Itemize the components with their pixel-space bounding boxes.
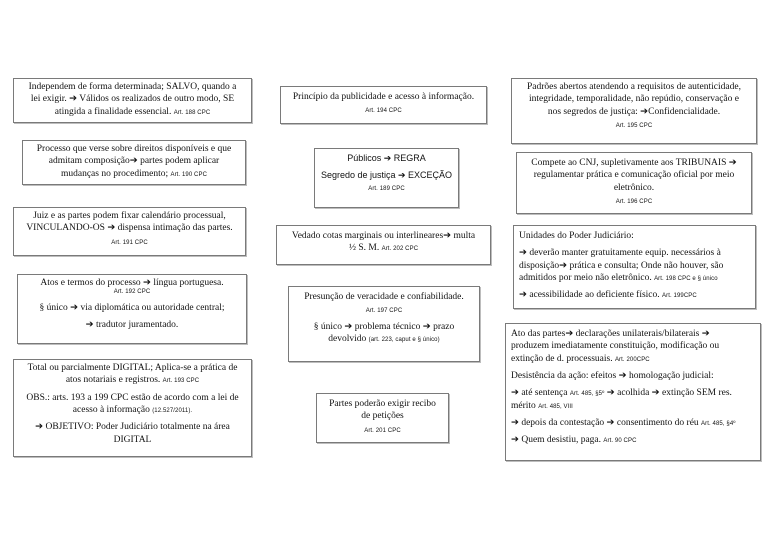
- note-box-art-197: [288, 286, 480, 362]
- note-text: de petições: [361, 411, 404, 422]
- article-reference: Art. 197 CPC: [365, 308, 403, 315]
- note-text: extinção de d. processuais. Art. 200CPC: [511, 353, 650, 364]
- note-box-art-202: [276, 225, 491, 265]
- note-text: admitidos por meio não eletrônico. Art. 198 CPC e § único: [519, 273, 718, 284]
- note-box-art-195: [511, 78, 757, 144]
- article-reference: Art. 200CPC: [614, 356, 650, 363]
- note-box-art-196: [516, 152, 752, 214]
- article-reference: Art. 188 CPC: [173, 109, 211, 116]
- note-text: Segredo de justiça ➔ EXCEÇÃO: [320, 169, 453, 180]
- note-text: admitam composição➔ partes podem aplicar: [48, 156, 220, 167]
- note-text: mérito Art. 485, VIII: [511, 400, 573, 411]
- note-text: Desistência da ação: efeitos ➔ homologação judicial:: [511, 371, 714, 382]
- note-text: Compete ao CNJ, supletivamente aos TRIBUNAIS ➔: [531, 158, 737, 168]
- note-box-art-193: [13, 359, 252, 457]
- note-text: nos segredos de justiça: ➔Confidencialidade.: [547, 106, 721, 117]
- note-text: Padrões abertos atendendo a requisitos de autenticidade,: [527, 82, 741, 92]
- article-reference: Art. 202 CPC: [381, 246, 419, 253]
- note-text: lei exigir. ➔ Válidos os realizados de outro modo, SE: [30, 94, 235, 105]
- article-reference: Art. 199CPC: [662, 293, 697, 300]
- note-text: eletrônico.: [613, 182, 655, 193]
- note-box-art-192: [17, 274, 247, 344]
- note-text: ➔ depois da contestação ➔ consentimento do réu Art. 485, §4º: [511, 418, 736, 429]
- article-reference: Art. 485, §5º: [569, 391, 605, 398]
- note-text: atos notariais e registros. Art. 193 CPC: [65, 375, 200, 386]
- article-reference: Art. 485, VIII: [538, 403, 573, 410]
- note-text: ➔ Quem desistiu, paga. Art. 90 CPC: [511, 435, 637, 446]
- article-reference: Art. 485, §4º: [701, 421, 736, 428]
- note-text: ➔ até sentença Art. 485, §5º ➔ acolhida ➔ extinção SEM res.: [511, 388, 732, 399]
- note-text: OBS.: arts. 193 a 199 CPC estão de acordo com a lei de: [26, 392, 239, 403]
- note-text: § único ➔ via diplomática ou autoridade central;: [39, 303, 225, 314]
- note-text: DIGITAL: [113, 434, 152, 445]
- note-box-art-190: [22, 140, 246, 185]
- note-text: Ato das partes➔ declarações unilaterais/bilaterais ➔: [511, 329, 710, 339]
- note-text: Vedado cotas marginais ou interlineares➔ multa: [291, 231, 476, 241]
- note-text: acesso à informação (12.527/2011).: [72, 405, 193, 416]
- article-reference: Art. 191 CPC: [111, 239, 148, 246]
- note-box-art-191: [13, 207, 246, 256]
- note-text: Juiz e as partes podem fixar calendário processual,: [33, 211, 226, 221]
- article-reference: Art. 189 CPC: [368, 186, 405, 193]
- note-text: § único ➔ problema técnico ➔ prazo: [313, 322, 455, 333]
- note-box-art-201: [316, 393, 449, 443]
- note-text: Atos e termos do processo ➔ língua portuguesa.: [40, 278, 224, 288]
- note-text: devolvido (art. 223, caput e § único): [328, 334, 440, 345]
- note-text: Total ou parcialmente DIGITAL; Aplica-se a prática de: [27, 363, 238, 373]
- note-text: disposição➔ prática e consulta; Onde não houver, são: [519, 260, 724, 271]
- note-text: ➔ acessibilidade ao deficiente físico. Art. 199CPC: [519, 290, 697, 301]
- article-reference: Art. 201 CPC: [364, 427, 401, 434]
- note-text: mudanças no procedimento; Art. 190 CPC: [60, 168, 208, 179]
- note-box-art-189: [314, 148, 459, 208]
- note-text: ➔ OBJETIVO: Poder Judiciário totalmente na área: [35, 422, 230, 433]
- article-reference: Art. 196 CPC: [615, 199, 653, 206]
- article-reference: Art. 194 CPC: [365, 108, 402, 115]
- note-text: Presunção de veracidade e confiabilidade.: [304, 292, 464, 302]
- note-text: regulamentar prática e comunicação oficial por meio: [533, 170, 735, 181]
- note-text: VINCULANDO-OS ➔ dispensa intimação das partes.: [26, 223, 233, 234]
- article-reference: (art. 223, caput e § único): [368, 337, 440, 344]
- note-text: ➔ tradutor juramentado.: [85, 320, 179, 331]
- note-text: Independem de forma determinada; SALVO, quando a: [28, 82, 237, 92]
- article-reference: Art. 193 CPC: [162, 378, 200, 385]
- note-box-art-198-199: [513, 225, 756, 309]
- note-text: ➔ deverão manter gratuitamente equip. necessários à: [519, 248, 721, 259]
- article-reference: Art. 90 CPC: [603, 438, 637, 445]
- law-reference: (12.527/2011).: [152, 408, 193, 415]
- note-text: Princípio da publicidade e acesso à informação.: [292, 92, 475, 102]
- note-text: Partes poderão exigir recibo: [329, 399, 436, 409]
- note-text: atingida a finalidade essencial. Art. 188 CPC: [54, 106, 211, 117]
- note-text: Públicos ➔ REGRA: [347, 153, 426, 163]
- note-text: integridade, temporalidade, não repúdio, conservação e: [529, 94, 739, 105]
- note-text: Unidades do Poder Judiciário:: [519, 231, 634, 241]
- article-reference: Art. 192 CPC: [113, 289, 151, 296]
- note-text: ½ S. M. Art. 202 CPC: [348, 243, 419, 254]
- note-box-art-200-485: [505, 323, 761, 461]
- note-box-art-188: [13, 78, 252, 123]
- article-reference: Art. 190 CPC: [170, 171, 208, 178]
- article-reference: Art. 195 CPC: [615, 123, 653, 130]
- note-text: produzem imediatamente constituição, modificação ou: [511, 341, 720, 352]
- note-box-art-194: [280, 86, 487, 124]
- article-reference: Art. 198 CPC e § único: [654, 276, 718, 283]
- note-text: Processo que verse sobre direitos disponíveis e que: [36, 144, 232, 154]
